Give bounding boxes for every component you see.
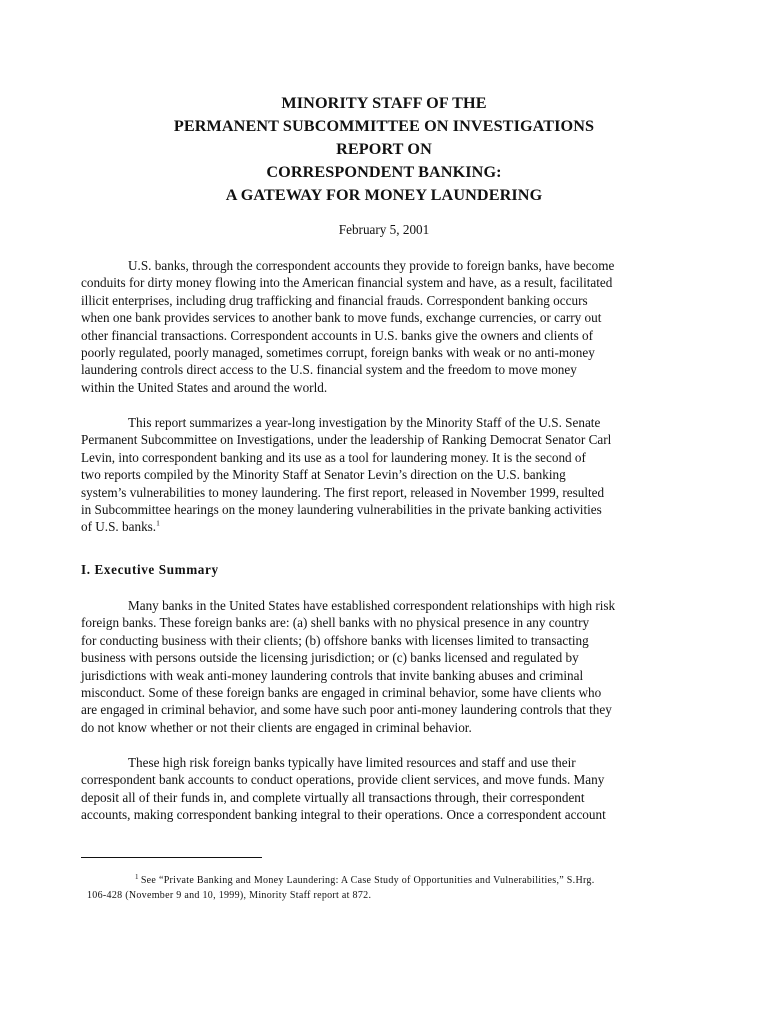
paragraph-line: Permanent Subcommittee on Investigations, under the leadership of Ranking Democrat Senator Carl — [81, 432, 612, 448]
paragraph-2 — [81, 414, 721, 536]
paragraph-line: two reports compiled by the Minority Staff at Senator Levin’s direction on the U.S. banking — [81, 467, 566, 483]
footnote-reference: 1 — [156, 518, 160, 528]
paragraph-line: poorly regulated, poorly managed, sometimes corrupt, foreign banks with weak or no anti-money — [81, 344, 595, 360]
paragraph-line: deposit all of their funds in, and complete virtually all transactions through, their correspondent — [81, 789, 585, 805]
paragraph-line: U.S. banks, through the correspondent accounts they provide to foreign banks, have become — [128, 258, 615, 273]
paragraph-3 — [81, 597, 721, 736]
paragraph-line: laundering controls direct access to the U.S. financial system and the freedom to move money — [81, 362, 577, 378]
paragraph-line: are engaged in criminal behavior, and some have such poor anti-money laundering controls that they — [81, 702, 612, 718]
title-line-1: MINORITY STAFF OF THE — [281, 94, 487, 112]
paragraph-line: illicit enterprises, including drug trafficking and financial frauds. Correspondent banking occurs — [81, 292, 588, 308]
paragraph-line: for conducting business with their clients; (b) offshore banks with licenses limited to transacting — [81, 632, 589, 648]
paragraph-line-last — [81, 518, 721, 535]
paragraph-line: jurisdictions with weak anti-money laundering controls that invite banking abuses and criminal — [81, 667, 584, 683]
paragraph-line: This report summarizes a year-long investigation by the Minority Staff of the U.S. Senate — [128, 415, 601, 430]
paragraph-line-text: of U.S. banks. — [81, 519, 157, 535]
footnote-divider — [81, 857, 262, 858]
paragraph-line: business with persons outside the licensing jurisdiction; or (c) banks licensed and regulated by — [81, 650, 579, 666]
paragraph-line: do not know whether or not their clients are engaged in criminal behavior. — [81, 719, 472, 735]
paragraph-line: Levin, into correspondent banking and its use as a tool for laundering money. It is the second of — [81, 449, 586, 465]
report-title — [0, 92, 768, 207]
report-date: February 5, 2001 — [338, 222, 430, 237]
title-line-2: PERMANENT SUBCOMMITTEE ON INVESTIGATIONS — [173, 117, 595, 135]
title-line-5: A GATEWAY FOR MONEY LAUNDERING — [225, 186, 543, 204]
paragraph-line: other financial transactions. Correspondent accounts in U.S. banks give the owners and clients of — [81, 327, 593, 343]
paragraph-1 — [81, 257, 721, 396]
paragraph-line: foreign banks. These foreign banks are: (a) shell banks with no physical presence in any country — [81, 615, 590, 631]
paragraph-line: misconduct. Some of these foreign banks are engaged in criminal behavior, some have clients who — [81, 684, 602, 700]
paragraph-line: accounts, making correspondent banking integral to their operations. Once a correspondent account — [81, 807, 606, 823]
paragraph-line: when one bank provides services to another bank to move funds, exchange currencies, or carry out — [81, 310, 602, 326]
title-line-3: REPORT ON — [336, 140, 432, 158]
paragraph-line: Many banks in the United States have established correspondent relationships with high risk — [128, 598, 616, 613]
section-heading: I. Executive Summary — [81, 562, 219, 577]
footnote-number: 1 — [135, 872, 139, 881]
paragraph-line: system’s vulnerabilities to money laundering. The first report, released in November 1999, resulted — [81, 484, 605, 500]
paragraph-line: correspondent bank accounts to conduct operations, provide client services, and move funds. Many — [81, 772, 605, 788]
title-line-4: CORRESPONDENT BANKING: — [266, 163, 502, 181]
paragraph-line: in Subcommittee hearings on the money laundering vulnerabilities in the private banking activities — [81, 501, 602, 517]
paragraph-4 — [81, 754, 721, 824]
footnote-line-1 — [81, 874, 731, 889]
paragraph-line: within the United States and around the world. — [81, 379, 328, 395]
paragraph-line: These high risk foreign banks typically have limited resources and staff and use their — [128, 755, 576, 770]
footnote — [81, 874, 731, 903]
footnote-line-2: 106-428 (November 9 and 10, 1999), Minority Staff report at 872. — [87, 889, 372, 901]
footnote-text-1: See “Private Banking and Money Laundering: A Case Study of Opportunities and Vulnerabilities,” S.Hrg. — [140, 875, 595, 886]
paragraph-line: conduits for dirty money flowing into the American financial system and have, as a result, facilitated — [81, 275, 613, 291]
